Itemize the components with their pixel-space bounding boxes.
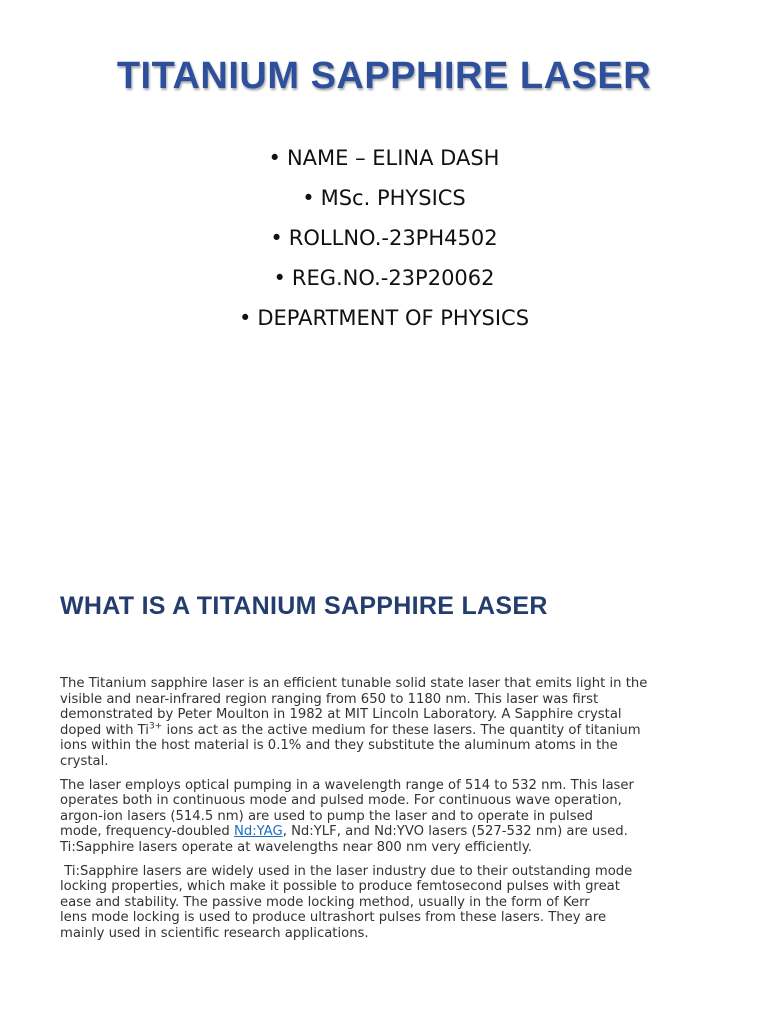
info-item-department <box>0 298 768 338</box>
info-item-course <box>0 178 768 218</box>
bullet-icon: • <box>268 146 281 170</box>
paragraph-applications: Ti:Sapphire lasers are widely used in the laser industry due to their outstanding mode locking properties, which make it possible to produce femtosecond pulses with great ease and stability. The passive mode locking method, usually in the form of Kerr lens mode locking is used to produce ultrashort pulses from these lasers. They are mainly used in scientific research applications. <box>60 863 633 941</box>
info-text: MSc. PHYSICS <box>320 186 466 210</box>
info-item-name <box>0 138 768 178</box>
bullet-icon: • <box>273 266 286 290</box>
slide-title: TITANIUM SAPPHIRE LASER <box>116 55 652 97</box>
bullet-icon: • <box>270 226 283 250</box>
section-title: WHAT IS A TITANIUM SAPPHIRE LASER <box>60 592 548 620</box>
info-text: NAME – ELINA DASH <box>286 146 500 170</box>
nd-yag-link[interactable]: Nd:YAG <box>233 824 283 840</box>
bullet-icon: • <box>238 306 252 330</box>
student-info-list <box>0 138 768 338</box>
info-text: DEPARTMENT OF PHYSICS <box>257 306 530 330</box>
bullet-icon: • <box>302 186 315 210</box>
superscript: 3+ <box>148 721 163 732</box>
info-text: REG.NO.-23P20062 <box>291 266 495 290</box>
info-text: ROLLNO.-23PH4502 <box>288 226 498 250</box>
paragraph-intro: The Titanium sapphire laser is an efficient tunable solid state laser that emits light in the visible and near-infrared region ranging from 650 to 1180 nm. This laser was first demonstrated by Peter Moulton in 1982 at MIT Lincoln Laboratory. A Sapphire crystal doped with $Ti^{3+}$ ions act as the active medium for these lasers. The quantity of titanium ions within the host material is 0.1% and they substitute the aluminum atoms in the crystal. <box>60 676 648 769</box>
info-item-roll-no <box>0 218 768 258</box>
content-slide <box>0 560 768 1024</box>
body-text <box>60 676 710 950</box>
paragraph-pumping: The laser employs optical pumping in a wavelength range of 514 to 532 nm. This laser operates both in continuous mode and pulsed mode. For continuous wave operation, argon-ion lasers (514.5 nm) are used to pump the laser and to operate in pulsed mode, frequency-doubled Nd:YAG, Nd:YLF, and Nd:YVO lasers (527-532 nm) are used. Ti:Sapphire lasers operate at wavelengths near 800 nm very efficiently. <box>60 777 634 855</box>
info-item-reg-no <box>0 258 768 298</box>
